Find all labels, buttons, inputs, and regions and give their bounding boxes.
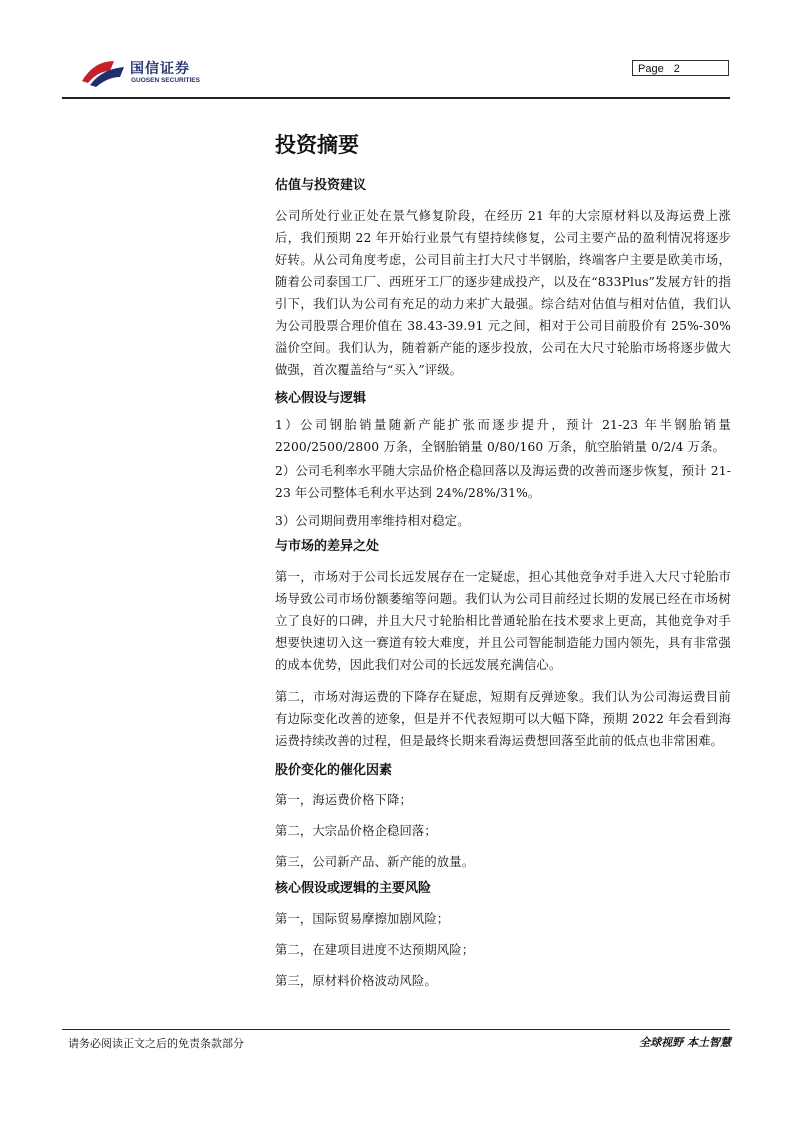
header-divider: [62, 97, 730, 99]
guosen-logo-icon: [80, 55, 130, 89]
paragraph: 第一，市场对于公司长远发展存在一定疑虑，担心其他竞争对手进入大尺寸轮胎市场导致公司市场份额萎缩等问题。我们认为公司目前经过长期的发展已经在市场树立了良好的口碑，并且大尺寸轮胎相比普通轮胎在技术要求上更高，其他竞争对手想要快速切入这一赛道有较大难度，并且公司智能制造能力国内领先，具有非常强的成本优势，因此我们对公司的长远发展充满信心。: [275, 570, 731, 672]
paragraph: 第二，市场对海运费的下降存在疑虑，短期有反弹迹象。我们认为公司海运费目前有边际变化改善的迹象，但是并不代表短期可以大幅下降，预期 2022 年会看到海运费持续改善的过程，但是最终长期来看海运费想回落至此前的低点也非常困难。: [275, 690, 731, 748]
paragraph: 第二，大宗品价格企稳回落；: [275, 824, 437, 838]
section-heading-catalysts: 股价变化的催化因素: [275, 763, 393, 778]
paragraph: 第三，公司新产品、新产能的放量。: [275, 855, 475, 869]
footer-disclaimer: 请务必阅读正文之后的免责条款部分: [68, 1037, 244, 1050]
footer-slogan: 全球视野 本土智慧: [639, 1036, 731, 1049]
section-heading-valuation: 估值与投资建议: [275, 178, 367, 193]
page-label: Page: [638, 63, 664, 75]
page-indicator: [632, 60, 729, 76]
section-heading-risks: 核心假设或逻辑的主要风险: [275, 881, 432, 896]
paragraph: 公司所处行业正处在景气修复阶段，在经历 21 年的大宗原材料以及海运费上涨后，我们预期 22 年开始行业景气有望持续修复，公司主要产品的盈利情况将逐步好转。从公司角度考虑，公司目前主打大尺寸半钢胎，终端客户主要是欧美市场，随着公司泰国工厂、西班牙工厂的逐步建成投产，以及在“833Plus”发展方针的指引下，我们认为公司有充足的动力来扩大最强。综合结对估值与相对估值，我们认为公司股票合理价值在 38.43-39.91 元之间，相对于公司目前股价有 25%-30%溢价空间。我们认为，随着新产能的逐步投放，公司在大尺寸轮胎市场将逐步做大做强，首次覆盖给与“买入”评级。: [275, 209, 731, 377]
footer-divider: [62, 1029, 730, 1030]
paragraph: 2）公司毛利率水平随大宗品价格企稳回落以及海运费的改善而逐步恢复，预计 21-23 年公司整体毛利水平达到 24%/28%/31%。: [275, 464, 731, 500]
page-title: 投资摘要: [275, 133, 359, 157]
summary-content: [275, 130, 731, 992]
paragraph: 3）公司期间费用率维持相对稳定。: [275, 514, 470, 528]
paragraph: 第二，在建项目进度不达预期风险；: [275, 943, 475, 957]
section-heading-market-difference: 与市场的差异之处: [275, 539, 380, 554]
page-number: 2: [673, 63, 680, 75]
logo-chinese-name: 国信证券: [130, 61, 190, 77]
paragraph: 第一，海运费价格下降；: [275, 793, 412, 807]
logo-english-name: GUOSEN SECURITIES: [131, 77, 200, 84]
company-logo: [80, 55, 220, 89]
paragraph: 第三，原材料价格波动风险。: [275, 974, 437, 988]
paragraph: 第一，国际贸易摩擦加剧风险；: [275, 912, 450, 926]
paragraph: 1）公司钢胎销量随新产能扩张而逐步提升，预计 21-23 年半钢胎销量 2200/2500/2800 万条，全钢胎销量 0/80/160 万条，航空胎销量 0/2/4 万条。: [275, 418, 731, 454]
section-heading-core-assumptions: 核心假设与逻辑: [275, 391, 367, 406]
